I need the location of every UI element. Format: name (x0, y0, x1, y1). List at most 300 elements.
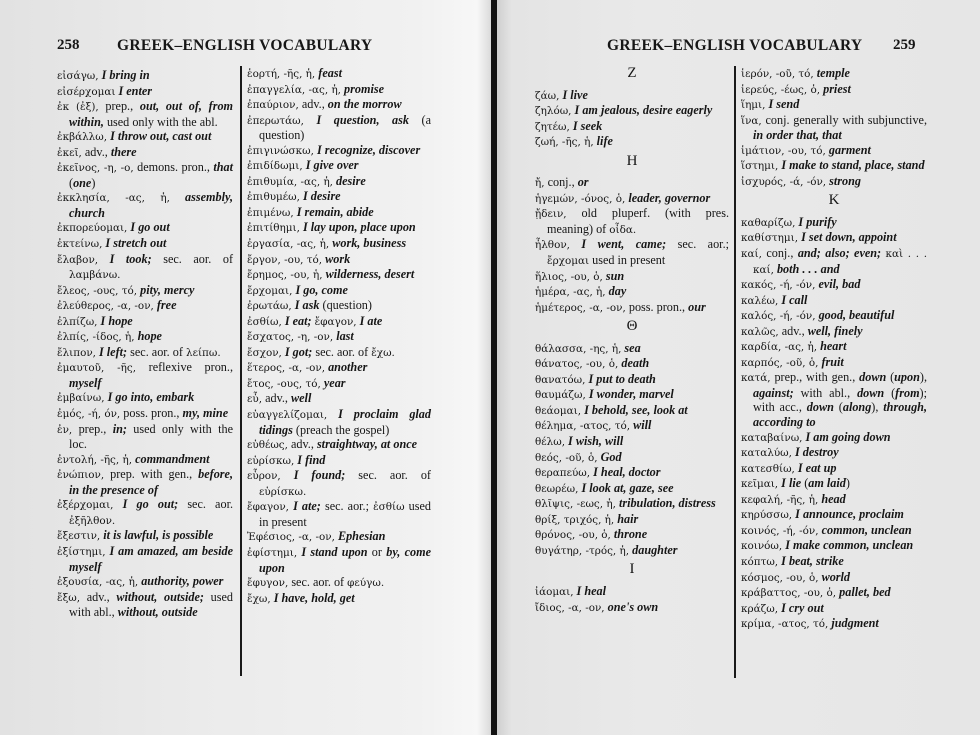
vocabulary-entry (741, 97, 927, 113)
greek-headword: εὐθέως, (247, 439, 288, 452)
greek-headword: κηρύσσω, (741, 509, 793, 522)
definition-text: I recognize, discover (316, 142, 421, 157)
vocabulary-entry (741, 601, 927, 617)
greek-headword: ἐπαύριον, (247, 99, 299, 112)
vocabulary-entry (57, 220, 233, 236)
vocabulary-entry (741, 308, 927, 324)
greek-headword: θαυμάζω, (535, 389, 586, 402)
vocabulary-entry (57, 390, 233, 406)
vocabulary-entry (535, 481, 729, 497)
vocabulary-entry (741, 82, 927, 98)
definition-text: (a question) (259, 112, 432, 143)
vocabulary-entry (741, 158, 927, 174)
definition-text: with abl., (793, 385, 858, 400)
definition-text: life (596, 134, 613, 149)
definition-text: I ate (356, 313, 383, 328)
definition-text: I seek (572, 118, 603, 133)
vocabulary-entry (57, 160, 233, 190)
definition-text: conj., (766, 246, 798, 261)
definition-text: by, come upon (259, 544, 431, 575)
definition-text: work (325, 251, 351, 266)
definition-text: I set down, appoint (801, 230, 897, 245)
vocabulary-entry (741, 143, 927, 159)
vocabulary-entry (57, 497, 233, 528)
definition-text: in order that, that (753, 128, 842, 143)
vocabulary-entry (741, 570, 927, 586)
vocabulary-entry (535, 496, 729, 512)
definition-text: straightway, at once (316, 437, 418, 452)
vocabulary-entry (57, 329, 233, 345)
vocabulary-entry (247, 66, 431, 82)
vocabulary-entry (535, 88, 729, 104)
vocabulary-entry (57, 422, 233, 452)
greek-headword: εἰσέρχομαι (57, 85, 116, 98)
vocabulary-entry (57, 68, 233, 84)
definition-text: I got; (284, 344, 313, 359)
greek-headword: θεραπεύω, (535, 467, 591, 480)
definition-text: sec. aor. of (312, 344, 372, 359)
definition-text: I make common, unclean (785, 538, 914, 553)
greek-headword: ἵημι, (741, 99, 766, 112)
vocabulary-entry (535, 300, 729, 316)
right-page (497, 0, 980, 735)
definition-text: assembly, church (69, 190, 233, 220)
greek-headword: ᾔδειν, (535, 208, 567, 221)
definition-text: ( (833, 400, 843, 415)
greek-headword: ἐκκλησία, -ας, ἡ, (57, 192, 170, 205)
definition-text: I go, come (295, 282, 348, 297)
vocabulary-entry (247, 113, 431, 143)
definition-text: ( (886, 370, 895, 385)
vocabulary-entry (741, 324, 927, 340)
greek-headword: ἐκεῖ, (57, 146, 82, 159)
definition-text: or (577, 175, 589, 190)
vocabulary-entry (57, 528, 233, 544)
greek-headword: ἰάομαι, (535, 585, 574, 598)
definition-text: sec. aor.; (666, 237, 729, 252)
definition-text: down (859, 370, 887, 385)
definition-text: promise (344, 81, 384, 96)
greek-headword: ἐντολή, -ῆς, ἡ, (57, 453, 133, 466)
greek-headword: ἔρημος, -ου, ἡ, (247, 269, 323, 282)
vocabulary-entry (247, 360, 431, 376)
vocabulary-entry (535, 543, 729, 559)
definition-text: I took; (109, 251, 152, 266)
greek-headword: ἐπιθυμέω, (247, 191, 300, 204)
definition-text: prep., with gen., (774, 370, 860, 385)
vocabulary-entry (535, 341, 729, 357)
definition-text: I make to stand, place, stand (781, 158, 925, 173)
greek-headword: ἐξίστημι, (57, 545, 106, 558)
greek-headword: Ἐφέσιος, -α, -ον, (247, 531, 335, 544)
definition-text: adv., (86, 589, 117, 604)
definition-text: I announce, proclaim (795, 507, 904, 522)
greek-reference: καὶ . . . καί, (753, 248, 928, 276)
definition-text: hair (617, 511, 639, 526)
greek-headword: κοινόω, (741, 540, 783, 553)
definition-text: hope (137, 329, 162, 344)
greek-headword: καρδία, -ας, ἡ, (741, 341, 818, 354)
vocabulary-entry (57, 99, 233, 129)
definition-text: I wonder, marvel (588, 387, 674, 402)
vocabulary-entry (741, 507, 927, 523)
definition-text: Ephesian (337, 529, 386, 544)
definition-text: through, according to (753, 400, 927, 430)
definition-text: sec. aor. of (151, 251, 234, 266)
definition-text: ( (69, 175, 74, 190)
definition-text: free (156, 298, 177, 313)
vocabulary-entry (247, 143, 431, 159)
vocabulary-entry (247, 267, 431, 283)
definition-text: (preach the gospel) (292, 422, 390, 437)
vocabulary-entry (535, 134, 729, 150)
definition-text: down (857, 385, 885, 400)
greek-headword: ἔξω, (57, 591, 81, 604)
definition-text: day (608, 284, 627, 299)
definition-text: well (291, 391, 312, 406)
greek-headword: ζητέω, (535, 120, 570, 133)
definition-text: I give over (305, 158, 359, 173)
greek-headword: εἰσάγω, (57, 70, 99, 82)
definition-text: common, unclean (821, 522, 912, 537)
definition-text: adv., (290, 437, 317, 452)
definition-text: used in present (589, 253, 666, 268)
greek-headword: ἐπαγγελία, -ας, ἡ, (247, 83, 341, 96)
definition-text: well, finely (807, 323, 863, 338)
greek-headword: ἐλπίς, -ίδος, ἡ, (57, 331, 135, 344)
greek-headword: κακός, -ή, -όν, (741, 279, 816, 292)
definition-text: without, outside; (116, 589, 204, 604)
vocabulary-entry (57, 590, 233, 620)
definition-text: priest (823, 81, 851, 96)
vocabulary-entry (741, 476, 927, 492)
definition-text: ); with acc., (753, 385, 927, 415)
vocabulary-entry (535, 372, 729, 388)
vocabulary-entry (535, 269, 729, 285)
greek-headword: ἰσχυρός, -ά, -όν, (741, 175, 827, 188)
vocabulary-entry (247, 468, 431, 499)
definition-text: poss. pron., (123, 406, 183, 421)
definition-text: before, in the presence of (69, 467, 234, 497)
vocabulary-entry (247, 407, 431, 437)
definition-text: or (367, 544, 387, 559)
vocabulary-entry (57, 452, 233, 468)
greek-headword: κρίμα, -ατος, τό, (741, 618, 829, 631)
greek-headword: καλέω, (741, 294, 779, 307)
definition-text: poss. pron., (628, 299, 689, 314)
definition-text: commandment (135, 451, 210, 466)
definition-text: used with abl., (69, 589, 234, 620)
greek-headword: καλῶς, (741, 325, 779, 338)
greek-headword: θέλω, (535, 436, 565, 449)
definition-text: one (73, 175, 92, 190)
definition-text: I send (768, 97, 800, 112)
definition-text: that (213, 160, 233, 175)
greek-headword: ἐρωτάω, (247, 300, 292, 313)
greek-reference: ἐσθίω (373, 501, 405, 514)
definition-text: ) (91, 175, 96, 190)
running-head: GREEK–ENGLISH VOCABULARY (607, 37, 863, 54)
greek-headword: ἐπιτίθημι, (247, 222, 300, 235)
definition-text: God (600, 449, 622, 464)
greek-headword: κεφαλή, -ῆς, ἡ, (741, 493, 819, 506)
vocabulary-entry (741, 461, 927, 477)
greek-headword: κατεσθίω, (741, 462, 795, 475)
greek-headword: θεός, -οῦ, ὁ, (535, 451, 598, 464)
vocabulary-entry (535, 175, 729, 191)
vocabulary-entry (741, 339, 927, 355)
definition-text: desire (336, 173, 366, 188)
greek-headword: ἐπιδίδωμι, (247, 160, 303, 173)
greek-headword: ἔργον, -ου, τό, (247, 253, 323, 266)
definition-text: I beat, strike (781, 553, 844, 568)
definition-text: world (821, 569, 851, 584)
definition-text: down (806, 400, 834, 415)
vocabulary-entry (741, 585, 927, 601)
vocabulary-entry (741, 230, 927, 246)
vocabulary-entry (247, 283, 431, 299)
greek-headword: κεῖμαι, (741, 478, 779, 491)
definition-text: reflexive pron., (148, 360, 233, 375)
definition-text: garment (828, 142, 871, 157)
greek-headword: ἵστημι, (741, 160, 779, 173)
definition-text: there (110, 144, 137, 159)
definition-text: I call (781, 292, 808, 307)
greek-headword: ἐργασία, -ας, ἡ, (247, 238, 330, 251)
definition-text: sec. aor. of (345, 468, 431, 483)
definition-text: head (821, 491, 846, 506)
vocabulary-entry (247, 97, 431, 113)
definition-text: I go out (130, 220, 170, 235)
greek-reference: ἔχω. (371, 346, 395, 359)
definition-text: on the morrow (327, 97, 402, 112)
greek-headword: καταβαίνω, (741, 431, 803, 444)
definition-text: one's own (607, 599, 659, 614)
vocabulary-column (240, 66, 431, 676)
greek-headword: θρόνος, -ου, ὁ, (535, 529, 611, 542)
definition-text: both . . . and (773, 261, 840, 276)
definition-text: I find (297, 452, 326, 467)
greek-headword: εὖ, (247, 393, 263, 406)
greek-headword: θάλασσα, -ης, ἡ, (535, 342, 622, 355)
vocabulary-entry (247, 499, 431, 529)
vocabulary-entry (535, 418, 729, 434)
section-letter: Θ (626, 318, 638, 335)
vocabulary-entry (535, 600, 729, 616)
greek-headword: ἐπερωτάω, (247, 114, 304, 127)
definition-text: I purify (798, 214, 837, 229)
definition-text: it is lawful, is possible (103, 528, 214, 543)
definition-text: against; (753, 385, 794, 400)
definition-text: I go out; (122, 497, 179, 512)
greek-headword: ἦλθον, (535, 239, 570, 252)
definition-text: upon (894, 370, 920, 385)
vocabulary-column (734, 66, 927, 678)
greek-reference: λείπω. (185, 346, 221, 359)
definition-text: our (688, 299, 706, 314)
definition-text: I eat up (797, 460, 837, 475)
greek-reference: λαμβάνω. (69, 269, 121, 282)
greek-headword: κόπτω, (741, 555, 779, 568)
vocabulary-entry (247, 345, 431, 361)
vocabulary-entry (741, 370, 927, 429)
greek-headword: κοινός, -ή, -όν, (741, 524, 819, 537)
vocabulary-entry (741, 246, 927, 277)
definition-text: adv., (781, 323, 808, 338)
greek-headword: ἔλαβον, (57, 253, 99, 266)
vocabulary-entry (535, 403, 729, 419)
greek-headword: κόσμος, -ου, ὁ, (741, 571, 819, 584)
greek-headword: ἔλιπον, (57, 346, 96, 359)
vocabulary-entry (247, 252, 431, 268)
greek-headword: ἔχω, (247, 592, 271, 605)
definition-text: last (336, 329, 354, 344)
definition-text: heart (820, 339, 847, 354)
definition-text: demons. pron., (137, 160, 214, 175)
definition-text: authority, power (141, 574, 224, 589)
definition-text: I lie (781, 476, 802, 491)
vocabulary-entry (535, 191, 729, 207)
definition-text: used only with the loc. (69, 421, 233, 452)
definition-text: I bring in (101, 68, 150, 82)
definition-text: adv., (301, 97, 328, 112)
vocabulary-entry (741, 293, 927, 309)
running-head: GREEK–ENGLISH VOCABULARY (117, 37, 373, 54)
definition-text: sun (605, 268, 625, 283)
definition-text: prep., (78, 421, 113, 436)
vocabulary-entry (57, 84, 233, 100)
greek-headword: κράβαττος, -ου, ὁ, (741, 587, 837, 600)
vocabulary-entry (741, 492, 927, 508)
definition-text: conj. generally with subjunctive, (765, 112, 927, 127)
vocabulary-entry (247, 529, 431, 545)
greek-headword: ἐμαυτοῦ, -ῆς, (57, 362, 137, 375)
greek-headword: καί, (741, 248, 762, 261)
definition-text: ) (845, 476, 850, 491)
vocabulary-entry (247, 205, 431, 221)
definition-text: ( (801, 476, 809, 491)
definition-text: death (621, 356, 650, 371)
vocabulary-entry (247, 391, 431, 407)
section-letter: H (626, 152, 638, 169)
definition-text: adv., (265, 391, 292, 406)
vocabulary-entry (57, 406, 233, 422)
greek-headword: ἐμός, -ή, όν, (57, 408, 121, 421)
section-letter: K (828, 192, 840, 209)
greek-headword: καλός, -ή, -όν, (741, 310, 816, 323)
definition-text: my, mine (182, 406, 229, 421)
definition-text: out, out of, from within, (69, 99, 234, 129)
vocabulary-entry (741, 430, 927, 446)
vocabulary-column (535, 62, 729, 615)
greek-headword: ἔρχομαι, (247, 284, 293, 297)
vocabulary-entry (57, 236, 233, 252)
definition-text: strong (829, 173, 861, 188)
greek-reference: ἐξῆλθον. (69, 514, 116, 527)
definition-text: fruit (821, 354, 844, 369)
definition-text: in; (112, 421, 127, 436)
greek-headword: ζωή, -ῆς, ἡ, (535, 136, 594, 149)
greek-headword: καθίστημι, (741, 232, 799, 245)
vocabulary-entry (247, 437, 431, 453)
greek-headword: ζηλόω, (535, 105, 572, 118)
greek-headword: θεωρέω, (535, 482, 579, 495)
definition-text: old pluperf. (with pres. meaning) of (547, 206, 729, 236)
definition-text: year (323, 375, 346, 390)
definition-text: leader, governor (628, 190, 711, 205)
greek-headword: ἴδιος, -α, -ον, (535, 601, 605, 614)
vocabulary-entry (247, 220, 431, 236)
greek-headword: ἡγεμών, -όνος, ὁ, (535, 192, 626, 205)
greek-headword: θανατόω, (535, 373, 586, 386)
vocabulary-entry (741, 616, 927, 632)
vocabulary-entry (247, 82, 431, 98)
definition-text: I put to death (588, 371, 656, 386)
definition-text: used in present (259, 499, 431, 529)
greek-headword: ἔτος, -ους, τό, (247, 377, 321, 390)
greek-reference: εὑρίσκω. (259, 485, 307, 498)
definition-text: I wish, will (568, 434, 624, 449)
vocabulary-entry (741, 538, 927, 554)
greek-headword: θλῖψις, -εως, ἡ, (535, 498, 616, 511)
definition-text: I heal, doctor (593, 465, 661, 480)
definition-text: I am amazed, am beside myself (69, 543, 233, 574)
vocabulary-entry (535, 387, 729, 403)
definition-text: I am jealous, desire eagerly (574, 103, 713, 118)
vocabulary-entry (741, 355, 927, 371)
vocabulary-entry (741, 66, 927, 82)
greek-headword: ἐπιμένω, (247, 206, 294, 219)
vocabulary-entry (535, 119, 729, 135)
definition-text: pity, mercy (140, 282, 195, 297)
definition-text: and; also; even; (797, 246, 886, 261)
definition-text: myself (69, 375, 102, 390)
greek-headword: εὑρίσκω, (247, 454, 295, 467)
definition-text: I live (562, 87, 588, 102)
greek-headword: κατά, (741, 372, 771, 385)
definition-text: I throw out, cast out (110, 129, 212, 144)
greek-headword: θάνατος, -ου, ὁ, (535, 358, 619, 371)
definition-text: I heal (576, 583, 607, 598)
definition-text: I hope (100, 313, 133, 328)
greek-headword: ἐξέρχομαι, (57, 499, 114, 512)
definition-text: I remain, abide (296, 204, 374, 219)
vocabulary-entry (247, 329, 431, 345)
definition-text: throne (613, 527, 648, 542)
greek-headword: ἱερεύς, -έως, ὁ, (741, 83, 821, 96)
vocabulary-entry (247, 376, 431, 392)
vocabulary-entry (741, 277, 927, 293)
definition-text: ( (884, 385, 896, 400)
vocabulary-entry (741, 445, 927, 461)
definition-text: will (633, 418, 652, 433)
vocabulary-entry (535, 527, 729, 543)
vocabulary-entry (247, 545, 431, 575)
vocabulary-entry (535, 356, 729, 372)
vocabulary-entry (741, 174, 927, 190)
greek-headword: ἕτερος, -α, -ον, (247, 362, 326, 375)
greek-headword: ἐξουσία, -ας, ἡ, (57, 576, 139, 589)
definition-text: along (842, 400, 872, 415)
definition-text: am laid (808, 476, 846, 491)
definition-text: I question, ask (316, 112, 409, 127)
definition-text: I behold, see, look at (584, 402, 688, 417)
definition-text: I ate; (293, 499, 321, 514)
greek-headword: ἐκ (ἐξ), (57, 101, 99, 114)
vocabulary-entry (57, 190, 233, 220)
greek-headword: ἔξεστιν, (57, 530, 101, 543)
greek-headword: ἵνα, (741, 114, 762, 127)
